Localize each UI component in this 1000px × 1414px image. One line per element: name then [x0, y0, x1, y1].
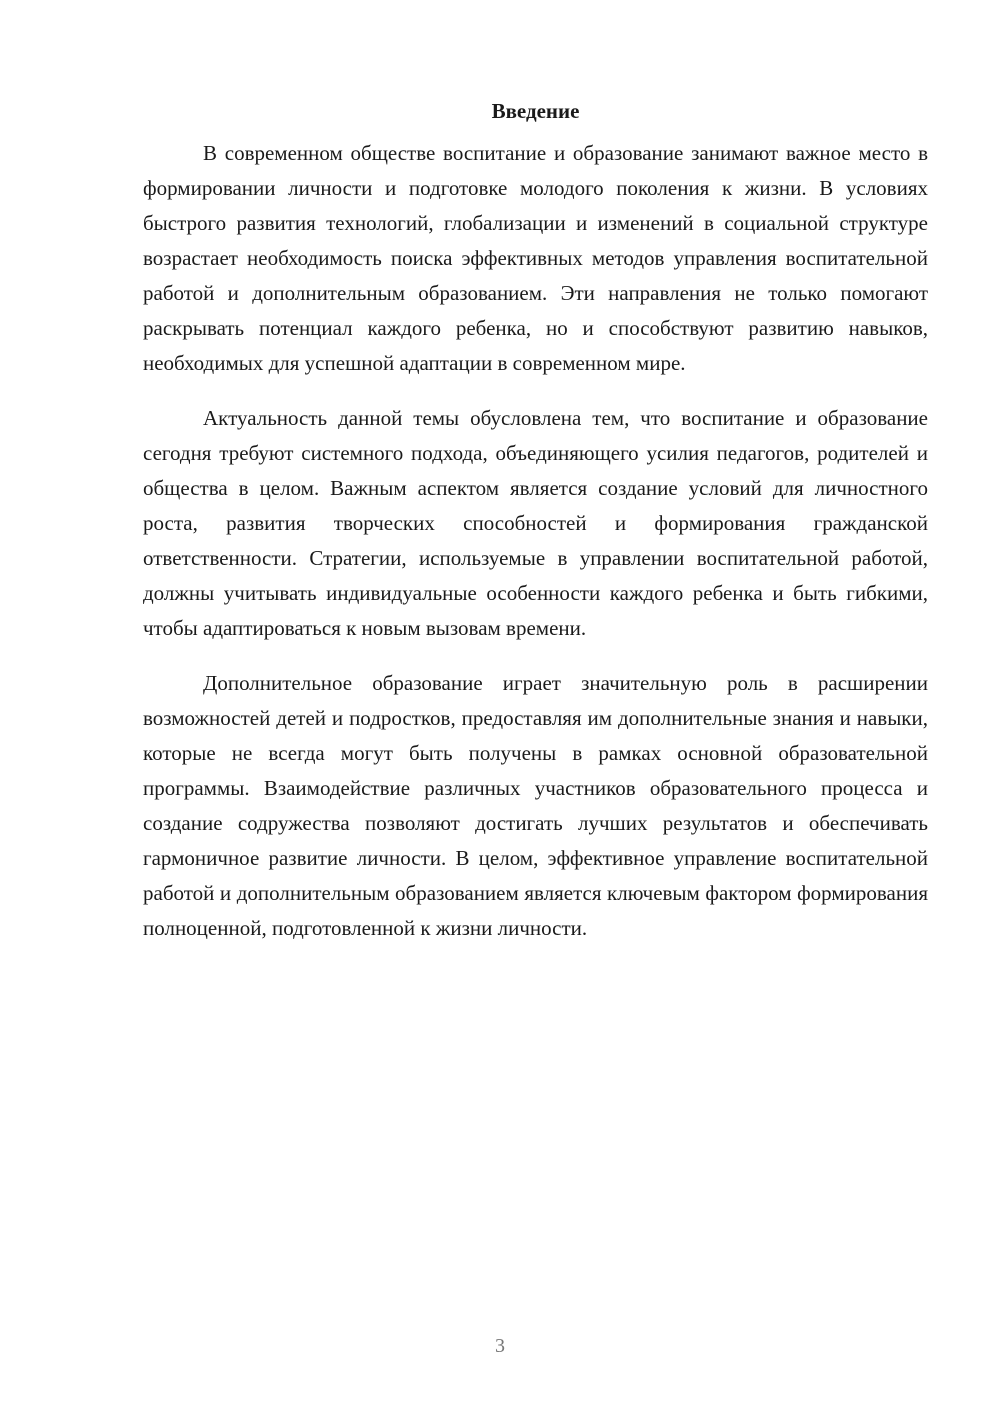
document-page	[143, 98, 928, 966]
paragraph-1: В современном обществе воспитание и образование занимают важное место в формировании личности и подготовке молодого поколения к жизни. В условиях быстрого развития технологий, глобализации и изменений в социальной структуре возрастает необходимость поиска эффективных методов управления воспитательной работой и дополнительным образованием. Эти направления не только помогают раскрывать потенциал каждого ребенка, но и способствуют развитию навыков, необходимых для успешной адаптации в современном мире.	[143, 141, 928, 375]
page-number: 3	[495, 1335, 505, 1357]
paragraph-2: Актуальность данной темы обусловлена тем, что воспитание и образование сегодня требуют системного подхода, объединяющего усилия педагогов, родителей и общества в целом. Важным аспектом является создание условий для личностного роста, развития творческих способностей и формирования гражданской ответственности. Стратегии, используемые в управлении воспитательной работой, должны учитывать индивидуальные особенности каждого ребенка и быть гибкими, чтобы адаптироваться к новым вызовам времени.	[143, 406, 928, 640]
paragraph-3: Дополнительное образование играет значительную роль в расширении возможностей детей и подростков, предоставляя им дополнительные знания и навыки, которые не всегда могут быть получены в рамках основной образовательной программы. Взаимодействие различных участников образовательного процесса и создание содружества позволяют достигать лучших результатов и обеспечивать гармоничное развитие личности. В целом, эффективное управление воспитательной работой и дополнительным образованием является ключевым фактором формирования полноценной, подготовленной к жизни личности.	[143, 671, 928, 940]
page-title: Введение	[491, 99, 580, 123]
